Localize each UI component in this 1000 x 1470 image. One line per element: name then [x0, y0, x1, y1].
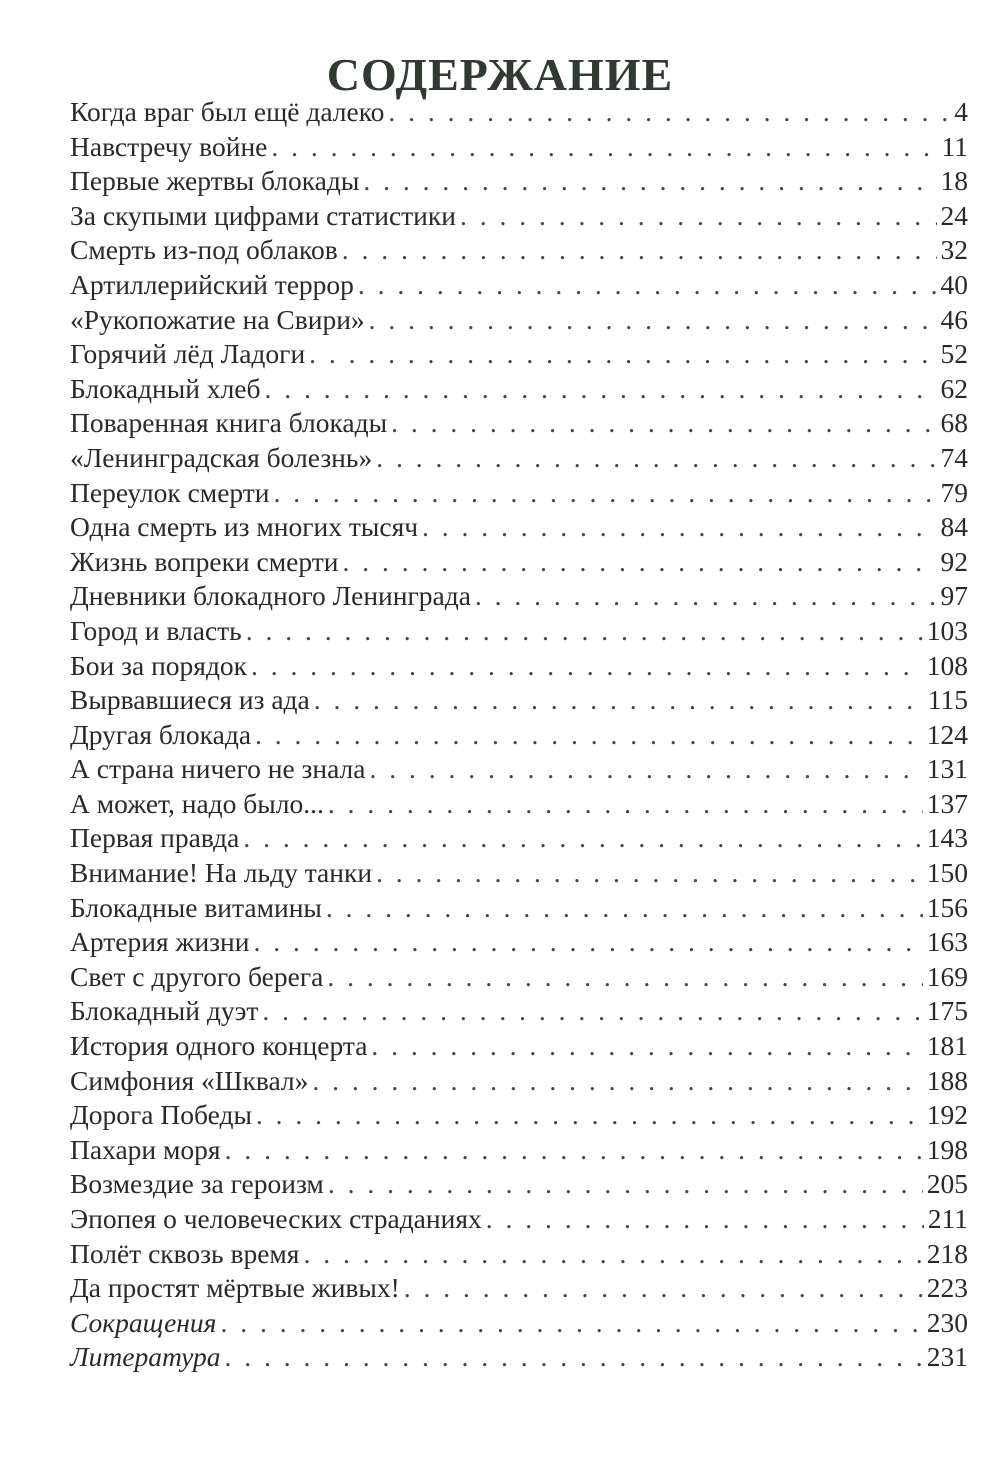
toc-entry-page: 205	[926, 1168, 968, 1200]
toc-entry	[70, 1271, 968, 1306]
toc-entry-page: 18	[940, 165, 968, 197]
toc-entry-page: 40	[940, 268, 968, 300]
toc-entry-title: Да простят мёртвые живых!	[70, 1272, 400, 1304]
toc-entry-page: 169	[926, 960, 968, 992]
dot-leader	[475, 579, 937, 614]
toc-entry-title: Блокадный хлеб	[70, 372, 261, 404]
toc-entry	[70, 199, 968, 234]
toc-entry-page: 143	[926, 822, 968, 854]
toc-entry-title: Пахари моря	[70, 1133, 221, 1165]
toc-entry-title: Дорога Победы	[70, 1099, 252, 1131]
toc-entry-title: Одна смерть из многих тысяч	[70, 511, 419, 543]
toc-entry-title: Артиллерийский террор	[70, 268, 354, 300]
dot-leader	[328, 1167, 923, 1202]
toc-entry-page: 4	[954, 96, 968, 127]
toc-entry-title: Внимание! На льду танки	[70, 857, 373, 889]
dot-leader	[274, 476, 937, 511]
dot-leader	[376, 856, 923, 891]
toc-entry	[70, 1064, 968, 1099]
toc-entry	[70, 406, 968, 441]
toc-entry-title: Сокращения	[70, 1306, 217, 1338]
dot-leader	[225, 1133, 923, 1168]
toc-entry	[70, 1202, 968, 1237]
toc-entry-title: Возмездие за героизм	[70, 1168, 324, 1200]
toc-entry	[70, 683, 968, 718]
toc-entry-title: Литература	[70, 1341, 221, 1373]
toc-entry-title: Смерть из-под облаков	[70, 234, 338, 266]
dot-leader	[371, 1029, 922, 1064]
dot-leader	[256, 1098, 923, 1133]
dot-leader	[262, 994, 922, 1029]
toc-entry-page: 24	[940, 199, 968, 231]
toc-entry-title: Поваренная книга блокады	[70, 407, 388, 439]
toc-entry-page: 108	[926, 649, 968, 681]
dot-leader	[376, 441, 936, 476]
toc-entry-page: 163	[926, 926, 968, 958]
dot-leader	[220, 1306, 922, 1341]
dot-leader	[253, 925, 922, 960]
toc-entry	[70, 891, 968, 926]
dot-leader	[388, 95, 950, 130]
toc-entry-title: Артерия жизни	[70, 926, 250, 958]
toc-entry-page: 230	[926, 1306, 968, 1338]
toc-entry-page: 175	[926, 995, 968, 1027]
toc-entry	[70, 164, 968, 199]
toc-entry	[70, 856, 968, 891]
dot-leader	[309, 337, 936, 372]
toc-entry	[70, 337, 968, 372]
toc-entry-title: За скупыми цифрами статистики	[70, 199, 456, 231]
toc-entry	[70, 925, 968, 960]
toc-entry-title: Блокадный дуэт	[70, 995, 259, 1027]
toc-entry-page: 68	[940, 407, 968, 439]
toc-entry-title: Переулок смерти	[70, 476, 270, 508]
toc-entry	[70, 1306, 968, 1341]
toc-entry-title: Другая блокада	[70, 718, 252, 750]
toc-entry-page: 124	[926, 718, 968, 750]
toc-entry-page: 188	[926, 1064, 968, 1096]
dot-leader	[342, 545, 936, 580]
toc-entry-title: «Рукопожатие на Свири»	[70, 303, 365, 335]
toc-entry-title: Город и власть	[70, 614, 242, 646]
toc-entry-page: 103	[926, 614, 968, 646]
toc-entry-title: История одного концерта	[70, 1030, 368, 1062]
dot-leader	[314, 683, 924, 718]
dot-leader	[327, 960, 922, 995]
toc-entry	[70, 649, 968, 684]
toc-entry	[70, 545, 968, 580]
toc-entry-page: 62	[940, 372, 968, 404]
toc-entry-page: 131	[926, 753, 968, 785]
toc-entry	[70, 752, 968, 787]
toc-entry-title: Блокадные витамины	[70, 891, 322, 923]
toc-entry	[70, 787, 968, 822]
toc-entry-page: 137	[926, 787, 968, 819]
toc-entry-title: Симфония «Шквал»	[70, 1064, 309, 1096]
dot-leader	[265, 372, 937, 407]
toc-entry-title: Жизнь вопреки смерти	[70, 545, 339, 577]
toc-entry-title: Дневники блокадного Ленинграда	[70, 580, 471, 612]
toc-entry	[70, 994, 968, 1029]
toc-entry	[70, 718, 968, 753]
toc-entry-title: Когда враг был ещё далеко	[70, 96, 385, 127]
toc-entry	[70, 510, 968, 545]
table-of-contents	[70, 95, 968, 1375]
toc-entry-title: Вырвавшиеся из ада	[70, 684, 310, 716]
dot-leader	[271, 130, 937, 165]
toc-entry-page: 79	[940, 476, 968, 508]
dot-leader	[246, 614, 923, 649]
toc-entry	[70, 1098, 968, 1133]
toc-entry-title: Горячий лёд Ладоги	[70, 338, 306, 370]
toc-entry-title: Свет с другого берега	[70, 960, 324, 992]
toc-entry-page: 198	[926, 1133, 968, 1165]
toc-entry-page: 192	[926, 1099, 968, 1131]
toc-entry-title: «Ленинградская болезнь»	[70, 441, 373, 473]
dot-leader	[391, 406, 936, 441]
toc-entry	[70, 1133, 968, 1168]
dot-leader	[358, 268, 937, 303]
toc-entry	[70, 1029, 968, 1064]
toc-entry	[70, 476, 968, 511]
toc-entry-title: Первые жертвы блокады	[70, 165, 360, 197]
toc-entry-page: 211	[927, 1203, 968, 1234]
dot-leader	[312, 1064, 922, 1099]
dot-leader	[404, 1271, 923, 1306]
dot-leader	[251, 649, 923, 684]
toc-entry	[70, 441, 968, 476]
toc-entry-title: Бои за порядок	[70, 649, 248, 681]
dot-leader	[369, 303, 937, 338]
toc-entry-title: Первая правда	[70, 822, 240, 854]
toc-entry	[70, 268, 968, 303]
toc-entry-page: 84	[940, 511, 968, 543]
toc-entry	[70, 579, 968, 614]
toc-entry-page: 52	[940, 338, 968, 370]
toc-entry-page: 115	[927, 684, 968, 716]
toc-entry-page: 92	[940, 545, 968, 577]
toc-entry-title: А может, надо было...	[70, 787, 324, 819]
toc-entry-title: Навстречу войне	[70, 130, 268, 162]
dot-leader	[363, 164, 936, 199]
toc-entry-page: 223	[926, 1272, 968, 1304]
dot-leader	[255, 718, 923, 753]
toc-entry-title: Полёт сквозь время	[70, 1237, 300, 1269]
toc-entry	[70, 303, 968, 338]
toc-entry	[70, 130, 968, 165]
toc-entry-page: 181	[926, 1030, 968, 1062]
dot-leader	[422, 510, 936, 545]
dot-leader	[243, 821, 922, 856]
dot-leader	[224, 1340, 922, 1375]
dot-leader	[486, 1202, 924, 1237]
toc-entry-page: 46	[940, 303, 968, 335]
toc-entry-page: 97	[940, 580, 968, 612]
toc-entry	[70, 1167, 968, 1202]
toc-entry-page: 74	[940, 441, 968, 473]
dot-leader	[342, 233, 937, 268]
dot-leader	[326, 891, 923, 926]
dot-leader	[370, 752, 923, 787]
toc-entry-page: 32	[940, 234, 968, 266]
toc-entry-title: Эпопея о человеческих страданиях	[70, 1203, 482, 1234]
toc-entry	[70, 95, 968, 130]
toc-entry	[70, 1340, 968, 1375]
toc-entry	[70, 614, 968, 649]
dot-leader	[460, 199, 937, 234]
toc-entry	[70, 1237, 968, 1272]
toc-entry-page: 156	[926, 891, 968, 923]
toc-entry	[70, 233, 968, 268]
toc-entry-page: 150	[926, 857, 968, 889]
dot-leader	[303, 1237, 922, 1272]
toc-entry-page: 11	[941, 130, 968, 162]
toc-entry	[70, 960, 968, 995]
toc-entry	[70, 821, 968, 856]
page-title: СОДЕРЖАНИЕ	[326, 49, 674, 100]
toc-entry	[70, 372, 968, 407]
toc-entry-page: 231	[926, 1341, 968, 1373]
dot-leader	[328, 787, 923, 822]
toc-entry-page: 218	[926, 1237, 968, 1269]
toc-entry-title: А страна ничего не знала	[70, 753, 366, 785]
